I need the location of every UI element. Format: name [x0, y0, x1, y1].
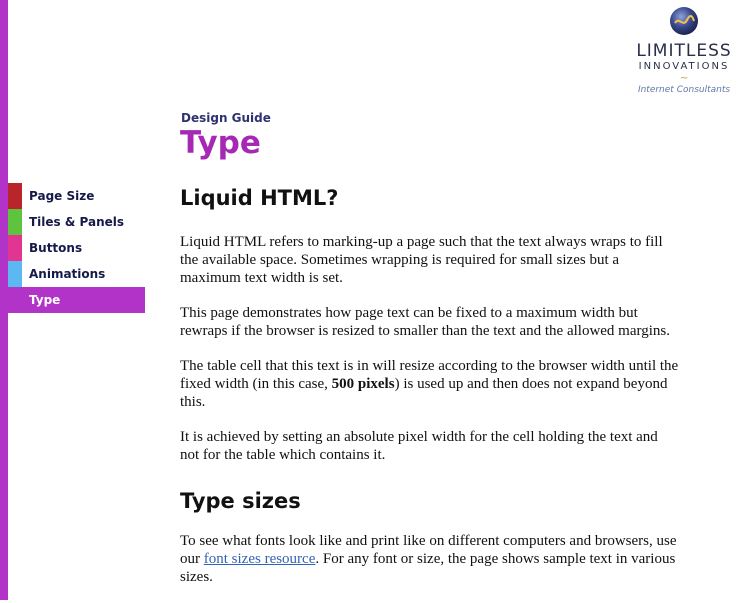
section-heading-liquid-html: Liquid HTML? [180, 186, 339, 210]
section-heading-type-sizes: Type sizes [180, 489, 301, 513]
bold-text: 500 pixels [331, 376, 395, 392]
paragraph-text: The table cell that this text is in will resize according to the browser width until the fixed width (in this case, [180, 358, 679, 392]
sidebar-item-label: Page Size [29, 189, 95, 203]
sidebar-item-tiles-panels[interactable] [8, 209, 145, 235]
company-logo[interactable] [629, 6, 739, 95]
sidebar-item-label: Buttons [29, 241, 83, 255]
nav-swatch [8, 235, 22, 261]
paragraph-text: . For any font or size, the page shows sample text in various sizes. [180, 551, 676, 585]
paragraph: This page demonstrates how page text can be fixed to a maximum width but rewraps if the browser is resized to smaller than the text and the allowed margins. [180, 305, 670, 339]
sidebar-item-label: Type [29, 293, 61, 307]
nav-swatch [8, 287, 22, 313]
left-accent-bar [0, 0, 8, 600]
paragraph [180, 357, 680, 411]
globe-logo-icon [669, 6, 699, 36]
nav-swatch [8, 183, 22, 209]
logo-swoosh: ~ [679, 73, 689, 84]
nav-swatch [8, 209, 22, 235]
paragraph [180, 532, 680, 586]
sidebar-item-buttons[interactable] [8, 235, 145, 261]
paragraph: Liquid HTML refers to marking-up a page such that the text always wraps to fill the available space. Sometimes wrapping is required for small sizes but a maximum text width is set. [180, 234, 663, 286]
font-sizes-resource-link[interactable]: font sizes resource [203, 551, 316, 567]
sidebar-item-label: Animations [29, 267, 106, 281]
paragraph-text: To see what fonts look like and print like on different computers and browsers, use our [180, 533, 677, 567]
sidebar-item-animations[interactable] [8, 261, 145, 287]
logo-sub: INNOVATIONS [638, 61, 730, 72]
page-eyebrow: Design Guide [181, 111, 271, 125]
main-content [180, 183, 680, 603]
sidebar-item-page-size[interactable] [8, 183, 145, 209]
paragraph-text: ) is used up and then does not expand beyond this. [180, 376, 668, 410]
logo-name: LIMITLESS [636, 41, 732, 61]
sidebar-item-type[interactable] [8, 287, 145, 313]
sidebar-nav [8, 183, 145, 313]
paragraph: It is achieved by setting an absolute pixel width for the cell holding the text and not for the table which contains it. [180, 429, 658, 463]
nav-swatch [8, 261, 22, 287]
page-title: Type [180, 125, 261, 161]
logo-tagline: Internet Consultants [637, 85, 731, 95]
sidebar-item-label: Tiles & Panels [29, 215, 125, 229]
